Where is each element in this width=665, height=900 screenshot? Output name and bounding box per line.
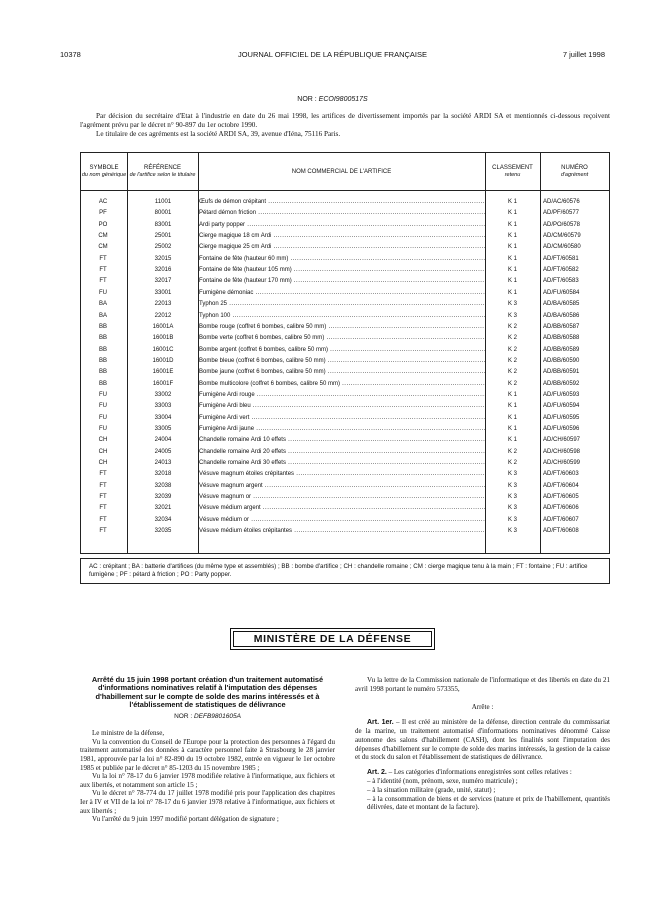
class-cell: K 2 — [507, 335, 517, 342]
table-row — [81, 481, 609, 492]
reference-cell: 16001E — [152, 369, 174, 376]
symbol-cell: FT — [99, 471, 107, 478]
approval-number-cell: AD/FU/60594 — [543, 403, 580, 410]
symbol-cell: BB — [98, 380, 107, 387]
class-cell: K 2 — [507, 448, 517, 455]
name-cell: Vésuve médium or ..... — [199, 515, 485, 526]
table-row — [81, 231, 609, 242]
approval-number-cell: AD/CH/60598 — [543, 448, 581, 455]
class-cell: K 1 — [507, 437, 517, 444]
arrete-paragraph: Vu la loi n° 78-17 du 6 janvier 1978 modifiée relative à l'informatique, aux fichiers et aux libertés, et notamment son article 15 ; — [80, 772, 335, 789]
approval-number-cell: AD/FT/60582 — [543, 267, 579, 274]
reference-cell: 24005 — [154, 448, 172, 455]
table-legend: AC : crépitant ; BA : batterie d'artifices (du même type et assemblés) ; BB : bombe d'artifice ; CH : chandelle romaine ; CM : cierge magique tenu à la main ; FT : fontaine ; FU : artifice fumigène ; PF : pétard à friction ; PO : Party popper. — [80, 558, 610, 584]
approval-number-cell: AD/BB/60589 — [543, 346, 580, 353]
class-cell: K 1 — [507, 267, 517, 274]
table-row — [81, 503, 609, 514]
symbol-cell: FT — [99, 516, 107, 523]
approval-number-cell: AD/PO/60578 — [543, 221, 581, 228]
decision-intro — [80, 112, 610, 139]
approval-number-cell: AD/FT/60606 — [543, 505, 579, 512]
name-cell: Pétard démon friction ..... — [199, 208, 485, 219]
name-cell: Vésuve magnum étoiles crépitantes ..... — [199, 469, 485, 480]
symbol-cell: BB — [98, 369, 107, 376]
class-cell: K 3 — [507, 482, 517, 489]
reference-cell: 80001 — [154, 210, 172, 217]
symbol-cell: CH — [98, 437, 108, 444]
intro-paragraph: Par décision du secrétaire d'Etat à l'industrie en date du 26 mai 1998, les artifices de divertissement importés par la société ARDI SA et mentionnés ci-dessous reçoivent l'agrément prévu par le décret n° 90-897 du 1er octobre 1990. — [80, 112, 610, 129]
class-cell: K 3 — [507, 505, 517, 512]
approval-number-cell: AD/CM/60580 — [543, 244, 581, 251]
symbol-cell: FT — [99, 494, 107, 501]
symbol-cell: CM — [98, 244, 108, 251]
symbol-cell: BA — [98, 312, 107, 319]
symbol-cell: FU — [99, 426, 107, 432]
symbol-cell: PF — [99, 210, 107, 217]
symbol-cell: CM — [98, 233, 108, 240]
name-cell: Vésuve médium argent ..... — [199, 503, 485, 514]
table-row — [81, 379, 609, 390]
article-1: Art. 1er. – Il est créé au ministère de la défense, direction centrale du commissariat de la marine, un traitement automatisé d'informations nominatives dénommé Caisse autonome des salons d'habillement (CASH), dont les finalités sont l'imputation des dépenses d'habillement sur le compte de solde des marins intéressés, la gestion de la caisse et du stock du salon et l'établissement de statistiques de délivrance. — [355, 717, 610, 762]
table-row — [81, 345, 609, 356]
approval-number-cell: AD/FU/60595 — [543, 414, 580, 421]
class-cell: K 1 — [507, 391, 517, 398]
article-2: Art. 2. – Les catégories d'informations enregistrées sont celles relatives : — [367, 767, 572, 776]
symbol-cell: FT — [99, 255, 107, 262]
name-cell: Fontaine de fête (hauteur 170 mm) ..... — [199, 276, 485, 287]
class-cell: K 1 — [507, 414, 517, 421]
reference-cell: 24013 — [154, 460, 172, 467]
table-row — [81, 469, 609, 480]
reference-cell: 33005 — [154, 426, 172, 432]
approval-number-cell: AD/FT/60604 — [543, 482, 579, 489]
class-cell: K 1 — [507, 289, 517, 296]
name-cell: Chandelle romaine Ardi 20 effets ..... — [199, 447, 485, 458]
name-cell: Fontaine de fête (hauteur 105 mm) ..... — [199, 265, 485, 276]
col-numero: NUMÉRO d'agrément — [560, 165, 589, 178]
class-cell: K 1 — [507, 278, 517, 285]
class-cell: K 1 — [507, 221, 517, 228]
table-row — [81, 515, 609, 526]
table-row — [81, 311, 609, 322]
symbol-cell: FT — [99, 482, 107, 489]
class-cell: K 3 — [507, 494, 517, 501]
reference-cell: 32039 — [154, 494, 172, 501]
symbol-cell: BB — [98, 335, 107, 342]
approval-number-cell: AD/FT/60605 — [543, 494, 579, 501]
approval-number-cell: AD/BB/60587 — [543, 323, 580, 330]
table-row — [81, 242, 609, 253]
nor-prefix: NOR : — [297, 96, 317, 103]
arrete-paragraph: Vu le décret n° 78-774 du 17 juillet 1978 modifié pris pour l'application des chapitres Ier à IV et VII de la loi n° 78-17 du 6 janvier 1978 relative à l'informatique, aux fichiers et aux libertés ; — [80, 789, 335, 815]
table-row — [81, 413, 609, 424]
nor-reference — [0, 96, 665, 103]
article-2-item: – à la consommation de biens et de services (nature et prix de l'habillement, quantités délivrées, date et montant de la facture). — [367, 794, 610, 812]
arrete-right-column — [355, 676, 610, 812]
nor-code: ECOI9800517S — [318, 96, 368, 103]
page-number: 10378 — [60, 50, 81, 59]
col-nom: NOM COMMERCIAL DE L'ARTIFICE — [291, 168, 392, 175]
reference-cell: 32035 — [154, 528, 172, 535]
class-cell: K 3 — [507, 312, 517, 319]
symbol-cell: BB — [98, 357, 107, 364]
symbol-cell: CH — [98, 448, 108, 455]
approval-number-cell: AD/AC/60576 — [543, 199, 580, 205]
article-2-item: – à l'identité (nom, prénom, sexe, numéro matricule) ; — [367, 777, 518, 786]
table-row — [81, 492, 609, 503]
reference-cell: 33003 — [154, 403, 172, 410]
name-cell: Bombe rouge (coffret 6 bombes, calibre 50 mm) ..... — [199, 322, 485, 333]
table-row — [81, 276, 609, 287]
name-cell: Vésuve magnum or ..... — [199, 492, 485, 503]
name-cell: Bombe bleue (coffret 6 bombes, calibre 50 mm) ..... — [199, 356, 485, 367]
class-cell: K 2 — [507, 323, 517, 330]
name-cell: Vésuve médium étoiles crépitantes ..... — [199, 526, 485, 537]
class-cell: K 1 — [507, 403, 517, 410]
class-cell: K 2 — [507, 346, 517, 353]
col-classement: CLASSEMENT retenu — [492, 165, 533, 178]
class-cell: K 3 — [507, 301, 517, 308]
name-cell: Typhon 100 ..... — [199, 311, 485, 322]
symbol-cell: FT — [99, 505, 107, 512]
name-cell: Typhon 25 ..... — [199, 299, 485, 310]
name-cell: Bombe jaune (coffret 6 bombes, calibre 50 mm) ..... — [199, 367, 485, 378]
class-cell: K 2 — [507, 460, 517, 467]
arrete-paragraph: Vu l'arrêté du 9 juin 1997 modifié portant délégation de signature ; — [92, 815, 279, 824]
reference-cell: 22012 — [154, 312, 172, 319]
reference-cell: 16001F — [152, 380, 174, 387]
reference-cell: 32017 — [154, 278, 172, 285]
name-cell: Vésuve magnum argent ..... — [199, 481, 485, 492]
arrete-paragraph: Vu la lettre de la Commission nationale de l'informatique et des libertés en date du 21 avril 1998 portant le numéro 573355, — [355, 676, 610, 693]
table-row — [81, 367, 609, 378]
class-cell: K 1 — [507, 426, 517, 432]
approval-number-cell: AD/FU/60584 — [543, 289, 580, 296]
reference-cell: 32034 — [154, 516, 172, 523]
symbol-cell: BB — [98, 323, 107, 330]
table-row — [81, 208, 609, 219]
name-cell: Fumigène démoniac ..... — [199, 288, 485, 299]
table-row — [81, 265, 609, 276]
approval-number-cell: AD/CH/60597 — [543, 437, 581, 444]
approval-number-cell: AD/FU/60593 — [543, 391, 580, 398]
issue-date: 7 juillet 1998 — [562, 50, 605, 59]
table-row — [81, 322, 609, 333]
table-row — [81, 424, 609, 435]
approval-number-cell: AD/BB/60588 — [543, 335, 580, 342]
symbol-cell: CH — [98, 460, 108, 467]
class-cell: K 1 — [507, 244, 517, 251]
approval-number-cell: AD/FT/60581 — [543, 255, 579, 262]
approval-number-cell: AD/CH/60599 — [543, 460, 581, 467]
approval-number-cell: AD/FU/60596 — [543, 426, 580, 432]
reference-cell: 25001 — [154, 233, 172, 240]
approval-number-cell: AD/CM/60579 — [543, 233, 581, 240]
class-cell: K 2 — [507, 380, 517, 387]
table-header — [81, 153, 609, 191]
reference-cell: 33002 — [154, 391, 172, 398]
table-row — [81, 390, 609, 401]
name-cell: Bombe multicolore (coffret 6 bombes, calibre 50 mm) ..... — [199, 379, 485, 390]
approval-number-cell: AD/BA/60585 — [543, 301, 580, 308]
table-row — [81, 197, 609, 208]
name-cell: Bombe argent (coffret 6 bombes, calibre 50 mm) ..... — [199, 345, 485, 356]
table-row — [81, 526, 609, 537]
approval-number-cell: AD/FT/60608 — [543, 528, 579, 535]
symbol-cell: FT — [99, 528, 107, 535]
table-row — [81, 401, 609, 412]
ministry-heading: MINISTÈRE DE LA DÉFENSE — [230, 628, 435, 650]
reference-cell: 24004 — [154, 437, 172, 444]
class-cell: K 3 — [507, 516, 517, 523]
class-cell: K 1 — [507, 255, 517, 262]
reference-cell: 16001D — [152, 357, 174, 364]
name-cell: Fontaine de fête (hauteur 60 mm) ..... — [199, 254, 485, 265]
name-cell: Fumigène Ardi rouge ..... — [199, 390, 485, 401]
symbol-cell: AC — [98, 199, 108, 205]
arrete-left-column — [80, 676, 335, 824]
symbol-cell: BB — [98, 346, 107, 353]
symbol-cell: BA — [98, 301, 107, 308]
reference-cell: 83001 — [154, 221, 172, 228]
arrete-paragraph: Vu la convention du Conseil de l'Europe pour la protection des personnes à l'égard du traitement automatisé des données à caractère personnel faite à Strasbourg le 28 janvier 1981, approuvée par la loi n° 82-890 du 19 octobre 1982, entrée en vigueur le 1er octobre 1985 et publiée par le décret n° 85-1203 du 15 novembre 1985 ; — [80, 737, 335, 772]
name-cell: Cierge magique 25 cm Ardi ..... — [199, 242, 485, 253]
reference-cell: 32038 — [154, 482, 172, 489]
class-cell: K 2 — [507, 369, 517, 376]
reference-cell: 32021 — [154, 505, 172, 512]
reference-cell: 16001C — [152, 346, 174, 353]
name-cell: Fumigène Ardi vert ..... — [199, 413, 485, 424]
symbol-cell: FU — [99, 403, 107, 410]
table-row — [81, 299, 609, 310]
class-cell: K 2 — [507, 357, 517, 364]
symbol-cell: FU — [99, 289, 107, 296]
symbol-cell: FU — [99, 414, 107, 421]
table-row — [81, 288, 609, 299]
approval-number-cell: AD/BA/60586 — [543, 312, 580, 319]
symbol-cell: FT — [99, 278, 107, 285]
name-cell: Fumigène Ardi bleu ..... — [199, 401, 485, 412]
table-row — [81, 458, 609, 469]
symbol-cell: FT — [99, 267, 107, 274]
name-cell: Œufs de démon crépitant ..... — [199, 197, 485, 208]
intro-paragraph: Le titulaire de ces agréments est la société ARDI SA, 39, avenue d'Iéna, 75116 Paris. — [96, 130, 341, 138]
table-row — [81, 254, 609, 265]
name-cell: Cierge magique 18 cm Ardi ..... — [199, 231, 485, 242]
name-cell: Ardi party popper ..... — [199, 220, 485, 231]
class-cell: K 3 — [507, 471, 517, 478]
reference-cell: 25002 — [154, 244, 172, 251]
name-cell: Bombe verte (coffret 6 bombes, calibre 50 mm) ..... — [199, 333, 485, 344]
reference-cell: 22013 — [154, 301, 172, 308]
reference-cell: 33004 — [154, 414, 172, 421]
approval-number-cell: AD/FT/60583 — [543, 278, 579, 285]
table-row — [81, 435, 609, 446]
approval-number-cell: AD/BB/60591 — [543, 369, 580, 376]
approval-number-cell: AD/BB/60590 — [543, 357, 580, 364]
name-cell: Chandelle romaine Ardi 30 effets ..... — [199, 458, 485, 469]
journal-title: JOURNAL OFFICIEL DE LA RÉPUBLIQUE FRANÇAISE — [237, 50, 428, 59]
class-cell: K 1 — [507, 199, 517, 205]
article-2-item: – à la situation militaire (grade, unité, statut) ; — [367, 785, 496, 794]
col-reference: RÉFÉRENCE de l'artifice selon le titulaire — [129, 165, 196, 178]
reference-cell: 33001 — [154, 289, 172, 296]
arrete-title: Arrêté du 15 juin 1998 portant création d'un traitement automatisé d'informations nominatives relatif à l'imputation des dépenses d'habillement sur le compte de solde des marins intéressés et à l'établissement de statistiques de délivrance — [91, 675, 324, 710]
symbol-cell: PO — [98, 221, 108, 228]
reference-cell: 32016 — [154, 267, 172, 274]
reference-cell: 32018 — [154, 471, 172, 478]
reference-cell: 16001B — [152, 335, 174, 342]
reference-cell: 16001A — [152, 323, 174, 330]
name-cell: Chandelle romaine Ardi 10 effets ..... — [199, 435, 485, 446]
arrete-nor: NOR : DEFB9801605A — [174, 712, 241, 720]
table-row — [81, 447, 609, 458]
reference-cell: 11001 — [154, 199, 172, 205]
reference-cell: 32015 — [154, 255, 172, 262]
approval-number-cell: AD/FT/60607 — [543, 516, 579, 523]
approval-number-cell: AD/FT/60603 — [543, 471, 579, 478]
name-cell: Fumigène Ardi jaune ..... — [199, 424, 485, 435]
table-row — [81, 356, 609, 367]
table-row — [81, 220, 609, 231]
class-cell: K 1 — [507, 233, 517, 240]
symbol-cell: FU — [99, 391, 107, 398]
class-cell: K 3 — [507, 528, 517, 535]
arrete-word: Arrête : — [471, 703, 494, 712]
table-row — [81, 333, 609, 344]
class-cell: K 1 — [507, 210, 517, 217]
arrete-paragraph: Le ministre de la défense, — [92, 729, 165, 738]
approval-number-cell: AD/BB/60592 — [543, 380, 580, 387]
col-symbole: SYMBOLE du nom générique — [81, 165, 127, 178]
approval-number-cell: AD/PF/60577 — [543, 210, 580, 217]
approvals-table — [80, 152, 610, 554]
